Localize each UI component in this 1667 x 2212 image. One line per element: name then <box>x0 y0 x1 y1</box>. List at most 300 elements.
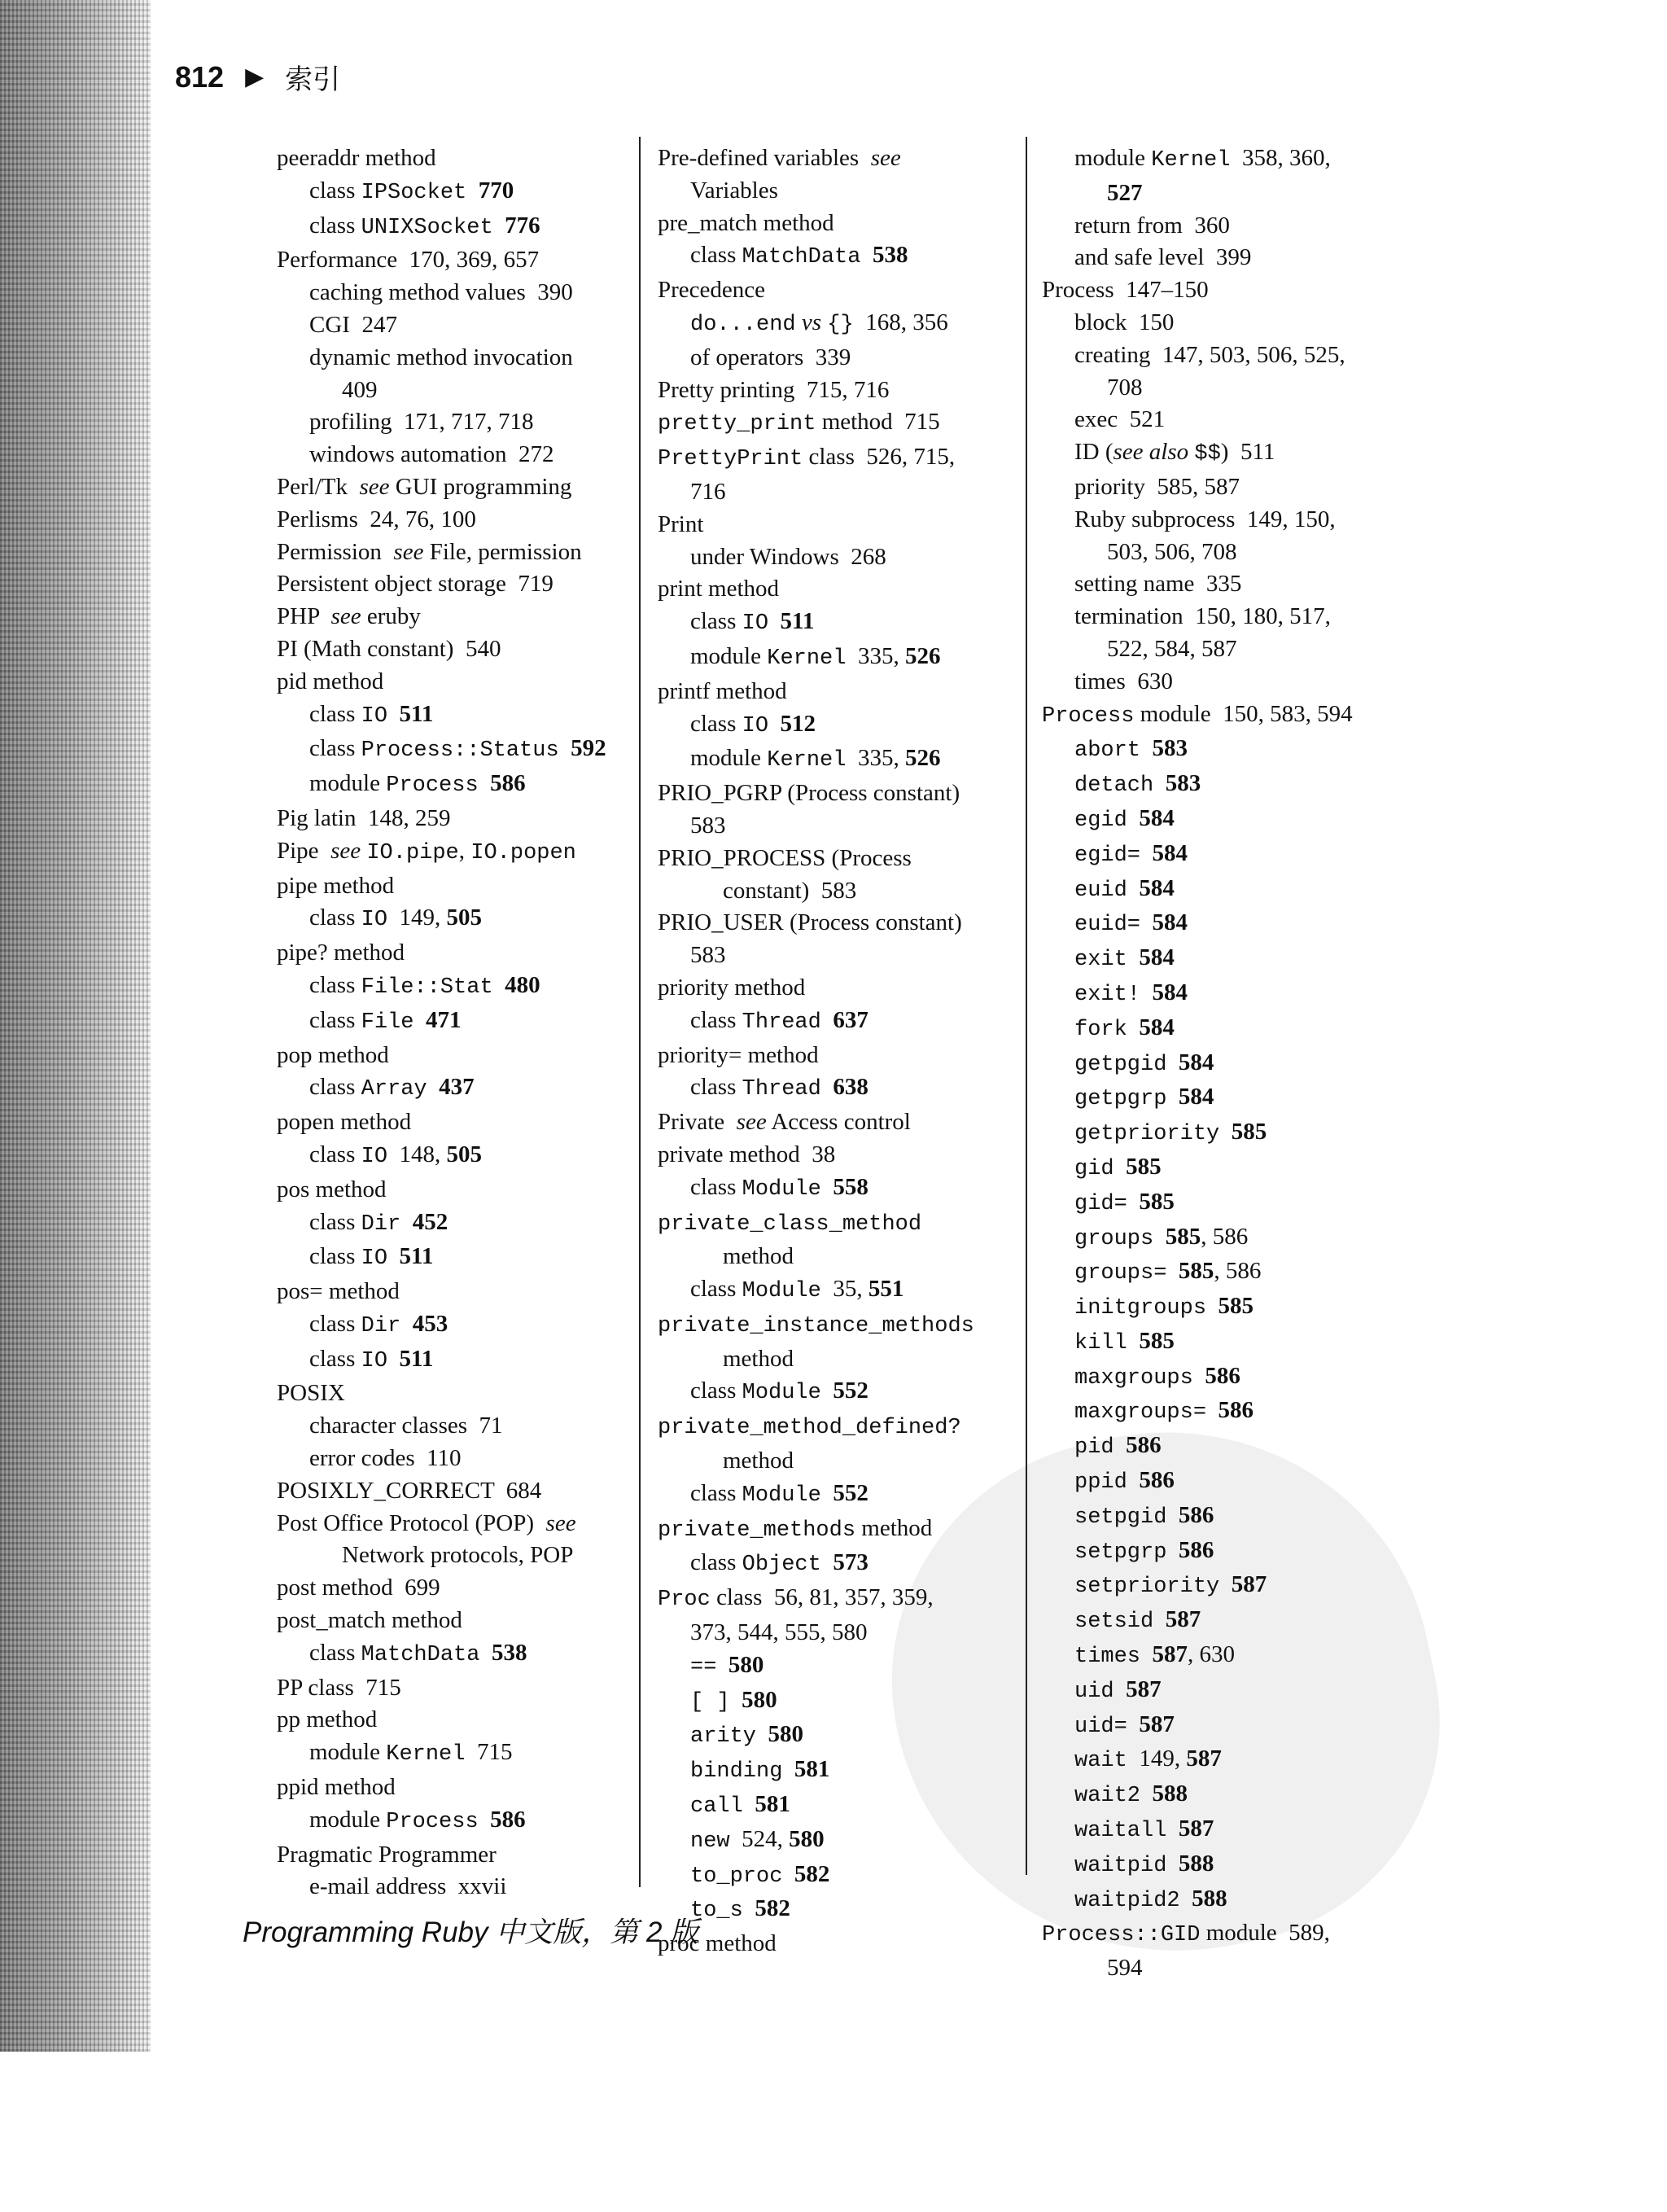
entry-text: {} <box>827 312 854 337</box>
index-entry <box>1042 666 1400 699</box>
entry-text: Kernel <box>1151 148 1231 173</box>
index-entry <box>277 1106 627 1139</box>
entry-text: 708 <box>1107 374 1143 401</box>
index-entry <box>658 406 1016 441</box>
entry-text: class <box>690 1074 742 1101</box>
page-ref-primary: 585 <box>1126 1153 1162 1180</box>
index-entry <box>1042 1848 1400 1883</box>
index-entry <box>658 1789 1016 1824</box>
entry-text: IO <box>361 703 388 729</box>
entry-text: Thread <box>742 1010 821 1035</box>
entry-text: egid <box>1074 808 1127 833</box>
index-entry <box>658 1139 1016 1172</box>
entry-text: class 526, 715, <box>803 444 956 471</box>
index-entry <box>277 902 627 937</box>
index-entry <box>658 1824 1016 1859</box>
page-ref-primary: 588 <box>1152 1781 1188 1807</box>
index-entry <box>1042 1674 1400 1709</box>
index-entry <box>1042 942 1400 977</box>
index-entry <box>1042 436 1400 471</box>
entry-text <box>1153 1224 1166 1250</box>
entry-text: detach <box>1074 773 1154 799</box>
index-entry <box>1042 274 1400 307</box>
entry-text: termination 150, 180, 517, <box>1074 603 1331 630</box>
index-entry <box>658 907 1016 940</box>
entry-text: call <box>690 1794 743 1820</box>
page-ref-primary: 637 <box>833 1006 869 1033</box>
column-divider <box>639 137 641 1887</box>
index-entry <box>658 307 1016 342</box>
index-entry <box>1042 307 1400 339</box>
entry-text: Kernel <box>386 1742 466 1767</box>
entry-text <box>782 1756 794 1782</box>
index-entry <box>658 1513 1016 1548</box>
entry-text: priority= method <box>658 1041 819 1068</box>
index-entry <box>277 1276 627 1308</box>
entry-text: Post Office Protocol (POP) <box>277 1509 546 1536</box>
index-entry <box>277 142 627 175</box>
page-ref-primary: 480 <box>505 971 540 998</box>
entry-text <box>493 212 505 239</box>
entry-text: gid <box>1074 1156 1114 1181</box>
page-ref-primary: 584 <box>1139 874 1175 901</box>
entry-text: 503, 506, 708 <box>1107 538 1237 565</box>
entry-text: Module <box>742 1381 821 1406</box>
entry-text: egid= <box>1074 843 1141 868</box>
entry-text: class <box>690 1006 742 1033</box>
index-entry <box>1042 404 1400 436</box>
entry-text: pos method <box>277 1176 387 1202</box>
page-ref-primary: 505 <box>446 905 483 931</box>
entry-text: PHP <box>277 603 331 630</box>
index-entry <box>658 1547 1016 1582</box>
entry-text: private_method_defined? <box>658 1416 961 1441</box>
entry-text: euid <box>1074 878 1127 903</box>
entry-text <box>821 1378 834 1404</box>
entry-text: class <box>309 735 361 762</box>
page-ref-primary: 587 <box>1165 1606 1201 1633</box>
index-entry <box>277 1804 627 1839</box>
index-entry <box>1042 537 1400 569</box>
page-ref-primary: 526 <box>904 745 941 772</box>
index-entry <box>1042 1151 1400 1186</box>
entry-text: class <box>309 905 361 931</box>
page-ref-primary: 582 <box>794 1860 830 1887</box>
entry-text: PrettyPrint <box>658 447 803 472</box>
index-entry <box>658 208 1016 240</box>
entry-text: Persistent object storage 719 <box>277 571 553 598</box>
entry-text: 716 <box>690 478 726 505</box>
index-entry <box>1042 372 1400 405</box>
index-entry <box>658 274 1016 307</box>
index-entry <box>277 1139 627 1174</box>
entry-text: private_class_method <box>658 1211 922 1237</box>
entry-text: module <box>690 642 768 669</box>
entry-text <box>1219 1119 1232 1145</box>
page-ref-primary: 586 <box>490 1806 526 1833</box>
entry-text: initgroups <box>1074 1296 1207 1321</box>
index-entry <box>658 142 1016 175</box>
entry-text <box>1127 1467 1140 1493</box>
entry-text <box>1127 1328 1140 1354</box>
page-ref-primary: 437 <box>439 1074 475 1101</box>
index-entry <box>658 1241 1016 1273</box>
entry-text: see <box>359 473 390 500</box>
index-entry <box>658 777 1016 810</box>
entry-text <box>1127 1711 1140 1737</box>
entry-text: do...end <box>690 312 796 337</box>
index-entry <box>1042 907 1400 942</box>
index-entry <box>277 870 627 903</box>
page-ref-primary: 587 <box>1152 1641 1188 1668</box>
entry-text: $$ <box>1194 442 1221 467</box>
entry-text: pop method <box>277 1041 389 1068</box>
entry-text: Precedence <box>658 277 766 304</box>
entry-text <box>1166 1537 1179 1563</box>
entry-text: gid= <box>1074 1191 1127 1216</box>
index-entry <box>277 309 627 342</box>
entry-text: UNIXSocket <box>361 215 493 240</box>
entry-text: euid= <box>1074 913 1141 938</box>
entry-text <box>479 1640 492 1666</box>
entry-text: pretty_print <box>658 412 816 437</box>
index-entry <box>277 342 627 375</box>
index-entry <box>658 1445 1016 1478</box>
page-ref-primary: 583 <box>1165 770 1201 797</box>
entry-text: Module <box>742 1483 821 1508</box>
page-ref-primary: 588 <box>1178 1850 1214 1877</box>
entry-text: exit <box>1074 948 1127 973</box>
book-title-footer: Programming Ruby 中文版，第 2 版 <box>243 1916 699 1948</box>
page-ref-primary: 585 <box>1231 1119 1267 1145</box>
entry-text: Permission <box>277 538 394 565</box>
entry-text: arity <box>690 1724 757 1750</box>
index-entry <box>277 1343 627 1378</box>
entry-text: [ ] <box>690 1689 730 1715</box>
page-ref-primary: 584 <box>1178 1084 1214 1110</box>
entry-text: class <box>309 1074 361 1101</box>
entry-text: class <box>690 710 742 737</box>
entry-text: method <box>855 1514 933 1541</box>
entry-text <box>821 1480 834 1506</box>
entry-text <box>1127 805 1140 831</box>
entry-text: proc method <box>658 1930 777 1957</box>
entry-text: 168, 356 <box>853 309 948 335</box>
entry-text: 35, <box>820 1276 869 1303</box>
entry-text: pid method <box>277 668 384 694</box>
entry-text <box>796 309 802 335</box>
index-entry <box>277 175 627 210</box>
index-entry <box>1042 1116 1400 1151</box>
entry-text: PRIO_USER (Process constant) <box>658 909 962 936</box>
entry-text: module <box>690 745 768 772</box>
index-entry <box>277 244 627 277</box>
page-ref-primary: 526 <box>904 642 941 669</box>
entry-text: Proc <box>658 1588 711 1613</box>
entry-text <box>821 1549 834 1575</box>
entry-text: see <box>870 145 901 171</box>
entry-text <box>782 1861 794 1887</box>
entry-text: setpriority <box>1074 1575 1220 1600</box>
entry-text: class <box>309 212 361 239</box>
entry-text: see <box>393 538 424 565</box>
index-entry <box>658 1928 1016 1960</box>
index-entry <box>277 568 627 601</box>
index-entry <box>1042 1743 1400 1778</box>
index-entry <box>1042 504 1400 537</box>
index-entry <box>277 1308 627 1343</box>
entry-text: times <box>1074 1645 1141 1670</box>
entry-text: IO <box>361 908 388 933</box>
entry-text: 358, 360, <box>1230 145 1331 171</box>
index-entry <box>658 239 1016 274</box>
entry-text <box>427 1074 440 1100</box>
index-entry <box>658 375 1016 407</box>
entry-text <box>479 1807 491 1833</box>
entry-text: class <box>309 1006 361 1033</box>
entry-text <box>1166 1049 1179 1075</box>
index-entry <box>1042 1290 1400 1325</box>
entry-text: File, permission <box>423 538 582 565</box>
entry-text: waitall <box>1074 1819 1167 1844</box>
index-entry <box>277 1672 627 1705</box>
entry-text <box>768 711 781 737</box>
entry-text <box>1127 1189 1140 1215</box>
entry-text: IO <box>361 1144 388 1169</box>
entry-text: module <box>309 1806 387 1833</box>
entry-text: 149, <box>387 905 447 931</box>
entry-text: Pragmatic Programmer <box>277 1841 497 1868</box>
entry-text: ppid method <box>277 1774 396 1801</box>
index-entry <box>1042 1395 1400 1430</box>
page-ref-primary: 581 <box>794 1756 830 1783</box>
column-divider <box>1026 137 1027 1875</box>
entry-text: maxgroups <box>1074 1365 1193 1391</box>
index-entry <box>277 1508 627 1540</box>
entry-text: pipe? method <box>277 940 405 966</box>
entry-text: class <box>309 1141 361 1167</box>
index-entry <box>1042 601 1400 633</box>
index-entry <box>277 803 627 835</box>
entry-text: see <box>545 1509 576 1536</box>
entry-text: windows automation 272 <box>309 441 554 468</box>
entry-text <box>493 972 505 998</box>
entry-text: Print <box>658 510 704 537</box>
entry-text: private_instance_methods <box>658 1313 974 1338</box>
index-entry <box>277 835 627 870</box>
entry-text: 715 <box>465 1739 513 1766</box>
index-entry <box>658 1005 1016 1040</box>
entry-text: private_methods <box>658 1518 856 1543</box>
entry-text: setting name 335 <box>1074 571 1242 598</box>
entry-text: pp method <box>277 1706 378 1733</box>
page-ref-primary: 585 <box>1139 1188 1175 1215</box>
entry-text <box>1166 1502 1179 1528</box>
entry-text <box>1140 1641 1153 1667</box>
entry-text: printf method <box>658 677 787 704</box>
entry-text: eruby <box>361 603 421 630</box>
page-ref-primary: 453 <box>412 1310 448 1337</box>
page-ref-primary: 512 <box>780 710 816 737</box>
entry-text: pid <box>1074 1435 1114 1461</box>
page-ref-primary: 587 <box>1186 1746 1222 1772</box>
entry-text: post_match method <box>277 1607 462 1634</box>
page-ref-primary: 587 <box>1139 1710 1175 1737</box>
index-entry <box>277 1040 627 1072</box>
entry-text: 594 <box>1107 1955 1143 1982</box>
index-column-2 <box>658 142 1016 1960</box>
page-ref-primary: 586 <box>1178 1536 1214 1563</box>
entry-text: , <box>458 837 471 864</box>
entry-text: times 630 <box>1074 668 1173 694</box>
index-entry <box>1042 1465 1400 1500</box>
index-entry <box>1042 838 1400 873</box>
index-column-1 <box>277 142 627 1903</box>
entry-text: exit! <box>1074 982 1141 1007</box>
index-entry <box>1042 1221 1400 1256</box>
index-entry <box>658 509 1016 541</box>
index-entry <box>658 708 1016 743</box>
entry-text: Private <box>658 1109 737 1136</box>
entry-text: class <box>309 177 361 204</box>
entry-text: setpgid <box>1074 1505 1167 1530</box>
entry-text: peeraddr method <box>277 145 436 171</box>
entry-text: method 715 <box>816 409 940 436</box>
entry-text <box>730 1687 742 1713</box>
entry-text: Array <box>361 1077 427 1102</box>
entry-text: see <box>736 1109 767 1136</box>
index-entry <box>1042 1186 1400 1221</box>
entry-text: 148, <box>387 1141 447 1167</box>
entry-text <box>387 1346 400 1372</box>
index-entry <box>277 1839 627 1872</box>
entry-text: groups= <box>1074 1261 1167 1286</box>
entry-text: POSIXLY_CORRECT 684 <box>277 1477 542 1504</box>
entry-text: getpgrp <box>1074 1087 1167 1112</box>
index-entry <box>1042 1813 1400 1848</box>
index-entry <box>277 1737 627 1772</box>
entry-text: == <box>690 1654 717 1680</box>
index-entry <box>277 1637 627 1672</box>
entry-text: 409 <box>342 376 378 403</box>
index-entry <box>658 1343 1016 1376</box>
index-entry <box>1042 633 1400 666</box>
entry-text: new <box>690 1829 730 1854</box>
index-entry <box>277 1605 627 1637</box>
entry-text: PI (Math constant) 540 <box>277 635 501 662</box>
entry-text: class <box>690 1479 742 1506</box>
entry-text: class <box>309 1208 361 1235</box>
entry-text: creating 147, 503, 506, 525, <box>1074 341 1345 368</box>
index-entry <box>658 175 1016 208</box>
entry-text: class <box>690 1173 742 1200</box>
entry-text: PP class 715 <box>277 1674 401 1701</box>
entry-text: IO <box>742 713 769 738</box>
entry-text: Process::GID <box>1042 1923 1201 1948</box>
page-ref-primary: 584 <box>1139 804 1175 831</box>
entry-text: Access control <box>766 1109 911 1136</box>
entry-text: Perlisms 24, 76, 100 <box>277 506 476 532</box>
entry-text <box>1166 1816 1179 1842</box>
entry-text: , 586 <box>1201 1223 1249 1250</box>
entry-text: Process <box>386 1809 479 1834</box>
index-entry <box>277 1207 627 1242</box>
entry-text: MatchData <box>361 1642 480 1667</box>
index-column-3 <box>1042 142 1400 1985</box>
entry-text: GUI programming <box>389 473 572 500</box>
page-ref-primary: 471 <box>425 1006 462 1033</box>
index-entry <box>1042 768 1400 803</box>
entry-text: module <box>309 770 387 797</box>
entry-text: print method <box>658 576 780 602</box>
entry-text <box>1166 1258 1179 1284</box>
index-entry <box>658 476 1016 509</box>
page-ref-primary: 586 <box>490 770 526 797</box>
index-entry <box>277 1572 627 1605</box>
index-entry <box>277 375 627 407</box>
entry-text: waitpid2 <box>1074 1888 1180 1913</box>
entry-text: IO <box>742 611 769 637</box>
entry-text <box>559 735 571 761</box>
entry-text: kill <box>1074 1330 1127 1356</box>
page-ref-primary: 592 <box>571 735 606 762</box>
page-ref-primary: 580 <box>789 1825 825 1852</box>
entry-text: CGI 247 <box>309 311 397 338</box>
entry-text: Process <box>1042 703 1135 729</box>
entry-text: 583 <box>690 812 726 839</box>
entry-text: wait2 <box>1074 1784 1141 1809</box>
entry-text <box>1193 1363 1205 1389</box>
entry-text: Network protocols, POP <box>342 1542 574 1569</box>
index-entry <box>277 1772 627 1804</box>
entry-text: constant) 583 <box>723 877 857 904</box>
entry-text: pipe method <box>277 872 395 899</box>
entry-text <box>743 1895 755 1921</box>
page-header <box>175 57 340 97</box>
index-entry <box>277 504 627 537</box>
entry-text: see <box>330 603 361 630</box>
entry-text <box>821 1174 834 1200</box>
entry-text: 522, 584, 587 <box>1107 635 1237 662</box>
entry-text: 335, <box>846 642 905 669</box>
page-ref-primary: 638 <box>833 1074 869 1101</box>
index-entry <box>277 1540 627 1572</box>
entry-text: Pig latin 148, 259 <box>277 804 451 831</box>
index-entry <box>658 1040 1016 1072</box>
index-entry <box>277 1071 627 1106</box>
entry-text <box>387 701 400 727</box>
entry-text: under Windows 268 <box>690 543 886 570</box>
index-entry <box>658 573 1016 606</box>
entry-text: Process 147–150 <box>1042 277 1209 304</box>
entry-text: Dir <box>361 1211 401 1237</box>
index-entry <box>658 810 1016 843</box>
entry-text: IO <box>361 1246 388 1272</box>
page-ref-primary: 551 <box>868 1276 904 1303</box>
entry-text: class <box>309 1243 361 1270</box>
page-ref-primary: 511 <box>399 700 434 727</box>
entry-text <box>400 1311 413 1337</box>
entry-text: caching method values 390 <box>309 279 573 306</box>
index-entry <box>658 1207 1016 1242</box>
entry-text <box>1206 1397 1219 1423</box>
index-entry <box>1042 1255 1400 1290</box>
entry-text <box>821 1007 834 1033</box>
index-entry <box>277 666 627 699</box>
index-entry <box>277 1443 627 1475</box>
page-ref-primary: 585 <box>1165 1223 1201 1250</box>
entry-text: dynamic method invocation <box>309 344 573 370</box>
